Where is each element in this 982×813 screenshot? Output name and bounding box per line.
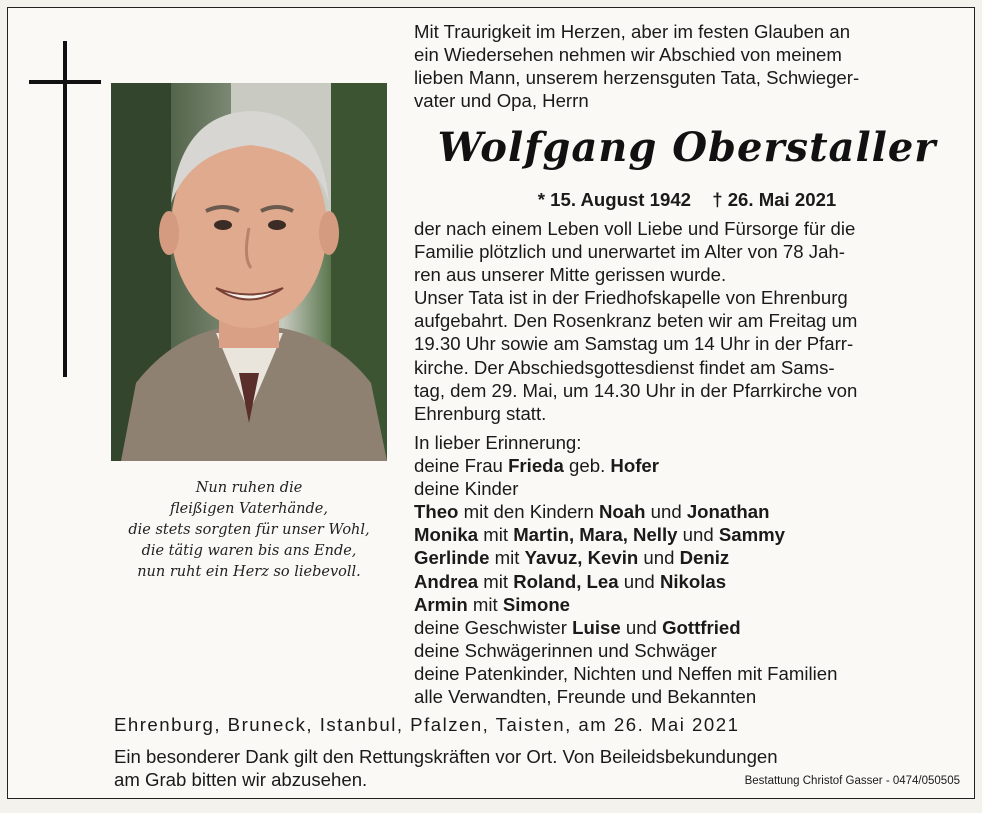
- family-line: deine Geschwister Luise und Gottfried: [414, 616, 741, 638]
- portrait-photo: [111, 83, 387, 461]
- obituary-notice: [7, 7, 975, 799]
- thanks-text: [114, 745, 778, 791]
- family-line: Theo mit den Kindern Noah und Jonathan: [414, 501, 770, 523]
- thanks-line: am Grab bitten wir abzusehen.: [114, 769, 368, 791]
- family-line: deine Patenkinder, Nichten und Neffen mit Familien: [414, 662, 838, 684]
- life-dates: [414, 189, 960, 211]
- family-list: [414, 431, 960, 708]
- intro-line: Mit Traurigkeit im Herzen, aber im festen Glauben an: [414, 21, 851, 42]
- place-date: Ehrenburg, Bruneck, Istanbul, Pfalzen, Taisten, am 26. Mai 2021: [114, 714, 740, 735]
- intro-text: [414, 20, 960, 112]
- poem-line: die tätig waren bis ans Ende,: [141, 543, 357, 559]
- poem-line: nun ruht ein Herz so liebevoll.: [137, 564, 361, 580]
- body-line: Ehrenburg statt.: [414, 402, 547, 424]
- body-text: [414, 217, 960, 425]
- body-line: Unser Tata ist in der Friedhofskapelle von Ehrenburg: [414, 287, 848, 309]
- family-line: deine Frau Frieda geb. Hofer: [414, 455, 659, 477]
- family-heading: In lieber Erinnerung:: [414, 432, 582, 453]
- intro-line: lieben Mann, unserem herzensguten Tata, Schwieger-: [414, 67, 860, 89]
- body-line: kirche. Der Abschiedsgottesdienst findet am Sams-: [414, 356, 835, 378]
- poem-line: Nun ruhen die: [195, 480, 303, 496]
- body-line: Familie plötzlich und unerwartet im Alter von 78 Jah-: [414, 241, 845, 263]
- birth-date: * 15. August 1942: [537, 189, 692, 210]
- family-line: alle Verwandten, Freunde und Bekannten: [414, 686, 757, 708]
- intro-line: ein Wiedersehen nehmen wir Abschied von meinem: [414, 44, 842, 66]
- body-line: tag, dem 29. Mai, um 14.30 Uhr in der Pfarrkirche von: [414, 379, 858, 401]
- thanks-line: Ein besonderer Dank gilt den Rettungskräften vor Ort. Von Beileidsbekundungen: [114, 746, 778, 767]
- family-line: Monika mit Martin, Mara, Nelly und Sammy: [414, 524, 785, 546]
- cross-icon: [63, 41, 67, 377]
- family-line: Armin mit Simone: [414, 593, 571, 615]
- family-line: deine Schwägerinnen und Schwäger: [414, 639, 717, 661]
- intro-line: vater und Opa, Herrn: [414, 90, 589, 112]
- body-line: der nach einem Leben voll Liebe und Fürsorge für die: [414, 218, 856, 239]
- body-line: aufgebahrt. Den Rosenkranz beten wir am Freitag um: [414, 310, 858, 332]
- cross-icon-bar: [29, 80, 101, 84]
- poem-line: fleißigen Vaterhände,: [170, 501, 328, 517]
- family-line: Gerlinde mit Yavuz, Kevin und Deniz: [414, 547, 730, 569]
- family-line: Andrea mit Roland, Lea und Nikolas: [414, 570, 727, 592]
- deceased-name: Wolfgang Oberstaller: [437, 124, 937, 171]
- death-date: † 26. Mai 2021: [712, 189, 837, 210]
- poem: [111, 478, 387, 583]
- body-line: 19.30 Uhr sowie am Samstag um 14 Uhr in der Pfarr-: [414, 333, 854, 355]
- family-line: deine Kinder: [414, 478, 519, 500]
- body-line: ren aus unserer Mitte gerissen wurde.: [414, 264, 727, 286]
- poem-line: die stets sorgten für unser Wohl,: [128, 522, 370, 538]
- funeral-home-credit: Bestattung Christof Gasser - 0474/050505: [744, 775, 960, 787]
